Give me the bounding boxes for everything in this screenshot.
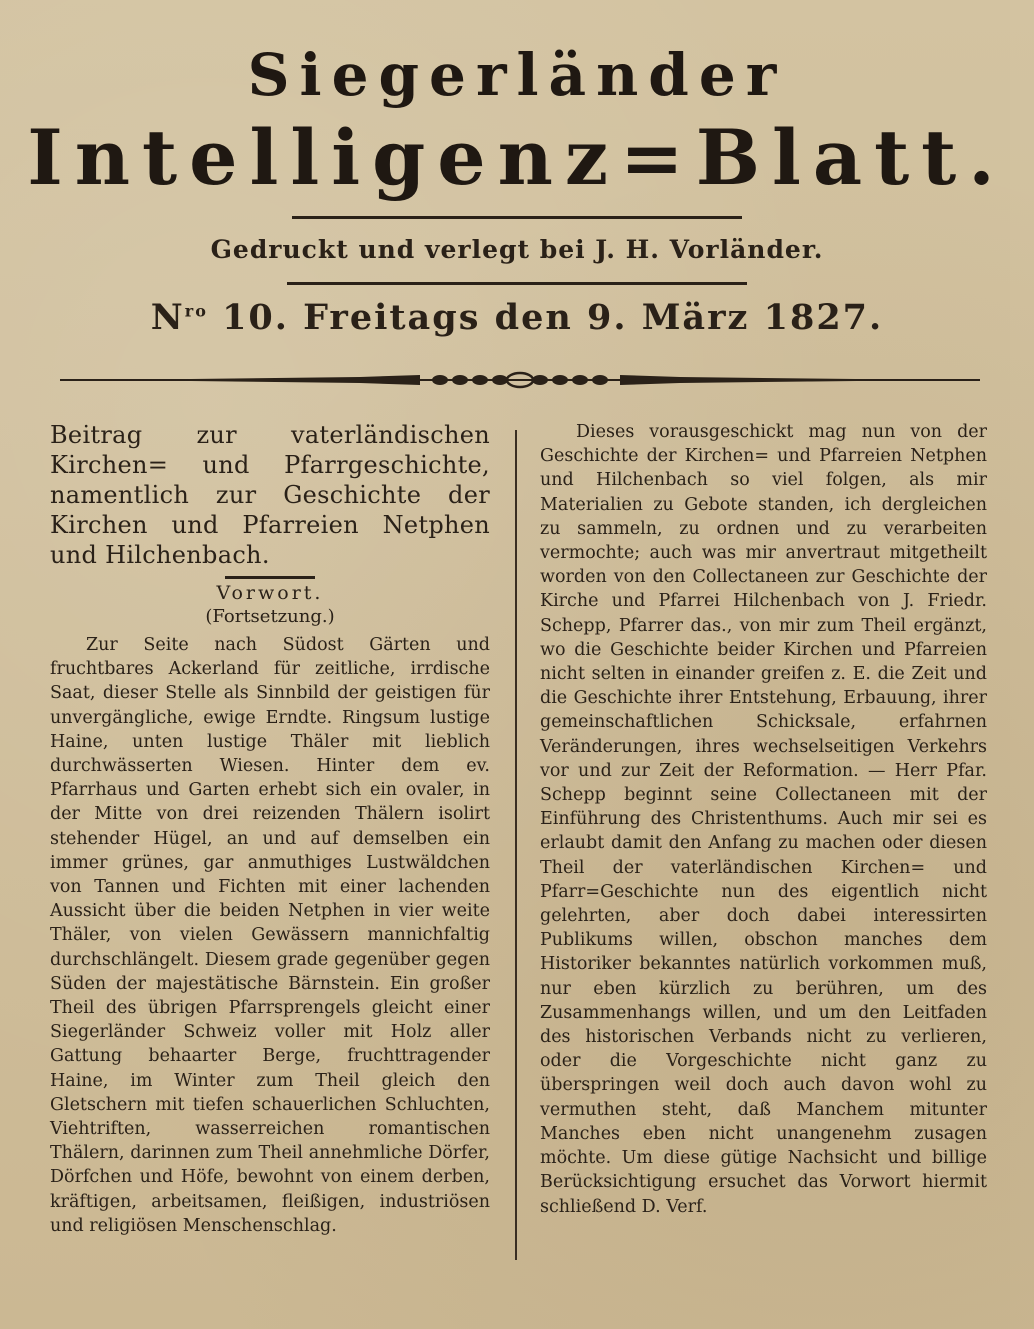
left-column [50, 420, 490, 1238]
masthead [0, 40, 1034, 338]
section-subtitle: (Fortsetzung.) [205, 606, 335, 627]
newspaper-title-line2: Intelligenz=Blatt. [27, 113, 1007, 202]
issue-date: 10. Freitags den 9. März 1827. [207, 297, 884, 338]
ornamental-rule [60, 368, 980, 392]
newspaper-title-line1: Siegerländer [247, 41, 787, 109]
right-body-text: Dieses vorausgeschickt mag nun von der Geschichte der Kirchen= und Pfarreien Netphen und Hilchenbach so viel folgen, als mir Materialien zu Gebote standen, ich dergleichen zu sammeln, zu ordnen und zu verarbeiten vermochte; auch was mir anvertraut mitgetheilt worden von den Collectaneen zur Geschichte der Kirche und Pfarrei Hilchenbach von J. Friedr. Schepp, Pfarrer das., von mir zum Theil ergänzt, wo die Geschichte beider Kirchen und Pfarreien nicht selten in einander greifen z. E. die Zeit und die Geschichte ihrer Entstehung, Erbauung, ihrer gemeinschaftlichen Schicksale, erfahrnen Veränderungen, ihres wechselseitigen Verkehrs vor und zur Zeit der Reformation. — Herr Pfar. Schepp beginnt seine Collectaneen mit der Einführung des Christenthums. Auch mir sei es erlaubt damit den Anfang zu machen oder diesen Theil der vaterländischen Kirchen= und Pfarr=Geschichte nun des eigentlich nicht gelehrten, aber doch dabei interessirten Publikums willen, obschon manches dem Historiker bekanntes natürlich vorkommen muß, nur eben kürzlich zu berühren, um des Zusammenhangs willen, und um den Leitfaden des historischen Verbands nicht zu verlieren, oder die Vorgeschichte nicht ganz zu überspringen weil doch auch davon wohl zu vermuthen steht, daß Manchem mitunter Manches eben nicht unangenehm zusagen möchte. Um diese gütige Nachsicht und billige Berücksichtigung ersuchet das Vorwort hiermit schließend D. Verf. [540, 422, 987, 1217]
article-heading: Beitrag zur vaterländischen Kirchen= und Pfarrgeschichte, namentlich zur Geschichte der Kirchen und Pfarreien Netphen und Hilchenbach. [50, 421, 490, 569]
left-body-text: Zur Seite nach Südost Gärten und fruchtbares Ackerland für zeitliche, irrdische Saat, dieser Stelle als Sinnbild der geistigen für unvergängliche, ewige Erndte. Ringsum lustige Haine, unten lustige Thäler mit lieblich durchwässerten Wiesen. Hinter dem ev. Pfarrhaus und Garten erhebt sich ein ovaler, in der Mitte von drei reizenden Thälern isolirt stehender Hügel, an und auf demselben ein immer grünes, gar anmuthiges Lustwäldchen von Tannen und Fichten mit einer lachenden Aussicht über die beiden Netphen in vier weite Thäler, von vielen Gewässern mannichfaltig durchschlängelt. Diesem grade gegenüber gegen Süden der majestätische Bärnstein. Ein großer Theil des übrigen Pfarrsprengels gleicht einer Siegerländer Schweiz voller mit Holz aller Gattung behaarter Berge, fruchttragender Haine, im Winter zum Theil gleich den Gletschern mit tiefen schauerlichen Schluchten, Viehtriften, wasserreichen romantischen Thälern, darinnen zum Theil annehmliche Dörfer, Dörfchen und Höfe, bewohnt von einem derben, kräftigen, arbeitsamen, fleißigen, industriösen und religiösen Menschenschlag. [50, 635, 490, 1236]
column-divider [515, 430, 517, 1260]
section-title: Vorwort. [216, 582, 324, 604]
issue-prefix: N [150, 297, 185, 338]
issue-prefix-sup: ro [184, 301, 208, 321]
issue-line [0, 297, 1034, 338]
section-rule [225, 576, 315, 579]
section-header [50, 576, 490, 629]
right-column [540, 420, 987, 1219]
masthead-rule-top [292, 216, 742, 219]
masthead-rule-bottom [287, 282, 747, 285]
imprint-line: Gedruckt und verlegt bei J. H. Vorländer. [210, 235, 824, 264]
